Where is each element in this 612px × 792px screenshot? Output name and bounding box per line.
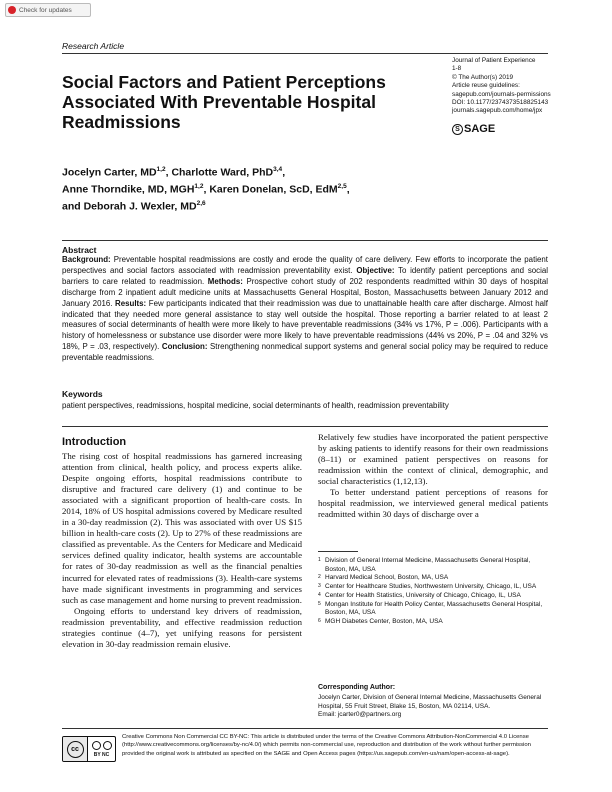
body-paragraph: The rising cost of hospital readmissions has garnered increasing attention from clinical, health policy, and process experts alike. Despite ongoing efforts, hospital readmissions contribute to disruptive and fractured care delivery (1) and continue to be associated with a significant proportion of health-care costs. In 2014, 18% of US hospital admissions covered by Medicare resulted in a 30-day readmission (2). This was associated with over US $15 billion in health-care costs (2). Up to 27% of these readmissions are classified as preventable. As the Centers for Medicare and Medicaid services defined quality indicator, health systems are accountable for rates of 30-day readmission as well as the financial penalties incurred for elevated rates of readmissions (3). Health-care systems have made significant investments in programming and services such as case management and home nursing to prevent readmission. [62,451,302,605]
abstract-conclusion: Strengthening nonmedical support systems and general social policy may be required to reduce preventable readmissions. [62,342,549,363]
sage-logo [452,123,495,135]
abstract-objective: To identify patient perceptions and social barriers to care related to readmission. [62,265,548,286]
footnote-text: Center for Healthcare Studies, Northwestern University, Chicago, IL, USA [325,583,537,591]
footnote-text: Harvard Medical School, Boston, MA, USA [325,574,449,582]
sage-logo-text: SAGE [464,123,496,135]
body-divider [62,426,548,427]
license-divider [62,728,548,729]
footnote-number: 5 [318,600,321,607]
journal-info-line[interactable]: journals.sagepub.com/home/jpx [452,107,543,115]
check-for-updates-badge[interactable] [5,3,91,17]
corresponding-author-heading: Corresponding Author: [318,684,396,691]
author-separator: , [282,166,286,179]
header-divider [62,53,548,54]
footnote-item [318,592,548,601]
affiliation-footnotes [318,557,548,627]
abstract-body [62,255,548,364]
abstract-methods: Prospective cohort study of 202 respondents readmitted within 30 days of hospital discharge from 2 inpatient adult medicine units at Massachusetts General Hospital, Boston, Massachusetts between January 2012 and January 2016. [62,276,548,308]
body-column-left [62,451,302,650]
journal-info-line: sagepub.com/journals-permissions [452,90,551,98]
body-column-right [318,432,548,520]
corresponding-author-email[interactable]: Email: jcarter0@partners.org [318,711,402,719]
footnote-divider [318,551,358,552]
author-name: and Deborah J. Wexler, MD [62,200,197,213]
article-type-label: Research Article [62,41,125,51]
journal-info-line: 1-8 [452,65,462,73]
abstract-background-label: Background: [62,255,111,264]
attribution-icon [92,741,101,750]
footnote-text: Division of General Internal Medicine, Massachusetts General Hospital, Boston, MA, USA [325,557,531,573]
footnote-text: Center for Health Statistics, University of Chicago, Chicago, IL, USA [325,591,521,599]
abstract-background: Preventable hospital readmissions are costly and erode the quality of care delivery. Few efforts to incorporate the patient perspectives and social factors associated with readmission preventability exist. [62,255,548,275]
article-title: Social Factors and Patient Perceptions Associated With Preventable Hospital Readmissions [62,72,386,132]
author-name: Karen Donelan, ScD, EdM [209,183,338,196]
noncommercial-icon [103,741,112,750]
footnote-item [318,557,548,574]
footnote-item [318,618,548,627]
body-paragraph: To better understand patient perceptions of reasons for hospital readmission, we interviewed general medical patients readmitted within 30 days of discharge over a [318,487,548,520]
journal-info-line: Journal of Patient Experience [452,57,536,64]
abstract-results: Few participants indicated that their readmission was due to unattainable health care after discharge. Almost half indicated that they needed more general assistance to stay well outside the hospital. Those reporting a barrier related to at least 2 measures of social determinants of health were more likely to have preventable readmissions (34% vs 17%, P = .006). Participants with a history of homelessness or substance use disorder were more likely to have preventable readmissions (44% vs 20%, P = .04 and 32% vs 18%, P = .03, respectively). [62,298,548,352]
license-text: Creative Commons Non Commercial CC BY-NC: This article is distributed under the terms of the Creative Commons Attribution-NonCommercial 4.0 License (http://www.creativecommons.org/licenses/by-nc/4.0/) which permits non-commercial use, reproduction and distribution of the work without further permission provided the original work is attributed as specified on the SAGE and Open Access pages (https://us.sagepub.com/en-us/nam/open-access-at-sage). [122,734,531,757]
footnote-number: 1 [318,557,321,563]
abstract-objective-label: Objective: [356,265,395,275]
footnote-item [318,601,548,618]
author-affiliation-marker: 3,4 [273,166,283,173]
cc-icon: cc [63,737,88,761]
author-name: Jocelyn Carter, MD [62,166,157,179]
body-paragraph: Relatively few studies have incorporated the patient perspective by asking patients to identify reasons for their own readmissions (8–11) or examined patient perspectives on reasons for readmission within the context of clinical, demographic, and social characteristics (1,12,13). [318,432,548,487]
author-affiliation-marker: 2,6 [196,200,206,207]
footnote-text: MGH Diabetes Center, Boston, MA, USA [325,617,443,625]
journal-info [452,57,582,116]
abstract-results-label: Results: [115,298,147,308]
footnote-item [318,574,548,583]
keywords-list: patient perspectives, readmissions, hospital medicine, social determinants of health, readmission preventability [62,401,449,410]
journal-info-line: Article reuse guidelines: [452,82,520,90]
abstract-conclusion-label: Conclusion: [161,342,208,352]
journal-info-line: © The Author(s) 2019 [452,73,514,81]
keywords-heading: Keywords [62,389,103,399]
author-separator: , [165,166,172,179]
footnote-number: 2 [318,574,321,581]
corresponding-author-address: Jocelyn Carter, Division of General Internal Medicine, Massachusetts General Hospital, 55 Fruit Street, Blake 15, Boston, MA 02114, USA. [318,694,542,710]
corresponding-author-details [318,694,548,720]
abstract-heading: Abstract [62,245,97,255]
introduction-heading: Introduction [62,436,127,448]
author-affiliation-marker: 2,5 [337,183,347,190]
author-affiliation-marker: 1,2 [194,183,204,190]
author-list [62,163,422,214]
footnote-number: 3 [318,583,321,590]
footnote-number: 6 [318,617,321,624]
author-name: Charlotte Ward, PhD [171,166,274,179]
body-paragraph: Ongoing efforts to understand key drivers of readmission, readmission preventability, and effective readmission reduction strategies continue (4–7), yet unifying reasons for persistent elevation in 30-day readmission remain elusive. [62,605,302,649]
cc-by-nc-label: BY NC [93,751,110,758]
author-affiliation-marker: 1,2 [156,166,166,173]
author-name: Anne Thorndike, MD, MGH [62,183,195,196]
author-separator: , [346,183,350,196]
author-separator: , [203,183,210,196]
footnote-text: Mongan Institute for Health Policy Center, Massachusetts General Hospital, Boston, MA, USA [325,600,543,617]
footnote-item [318,583,548,592]
abstract-divider [62,240,548,241]
abstract-methods-label: Methods: [207,276,243,286]
check-for-updates-label: Check for updates [19,6,72,14]
sage-logo-mark-icon: S [452,124,463,135]
journal-info-line: DOI: 10.1177/2374373518825143 [452,99,549,107]
updates-icon [8,6,16,14]
footnote-number: 4 [318,591,321,598]
creative-commons-logo [62,736,116,762]
